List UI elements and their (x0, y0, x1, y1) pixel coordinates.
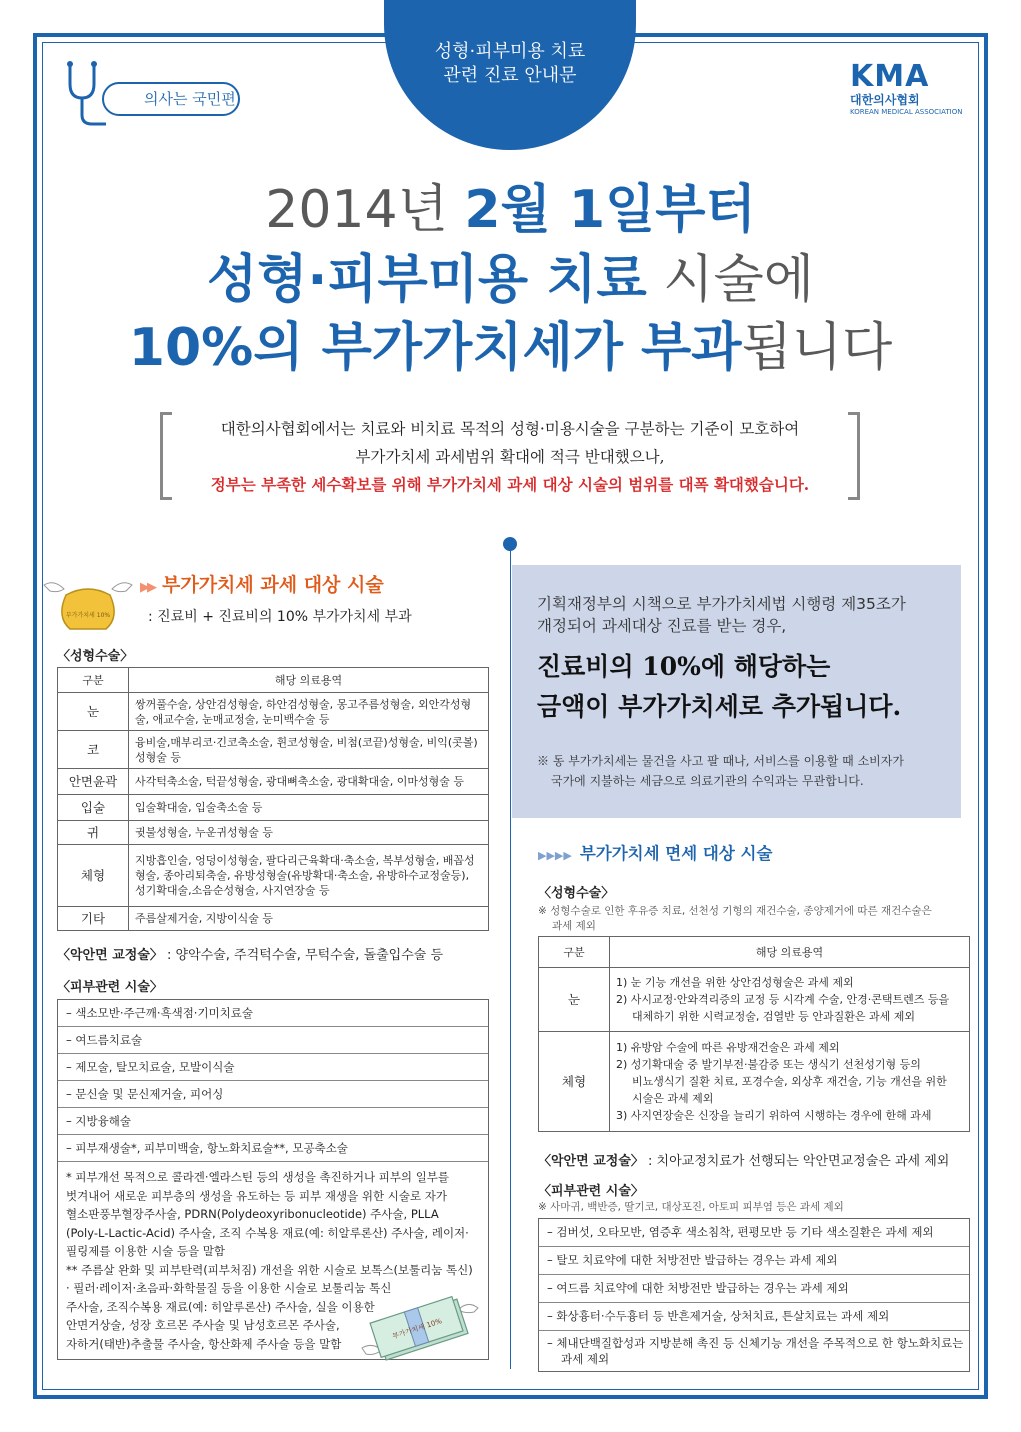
list-item: – 문신술 및 문신제거술, 피어싱 (58, 1081, 488, 1108)
doctor-logo (62, 60, 242, 130)
row-category: 체형 (539, 1032, 610, 1132)
row-category: 눈 (539, 968, 610, 1032)
exempt-malocclusion-label: 〈악안면 교정술〉 (538, 1154, 644, 1169)
money-bag-label: 부가가치세 10% (65, 612, 111, 619)
desc-line: 1) 유방암 수술에 따른 유방재건술은 과세 제외 (616, 1041, 840, 1054)
info-intro-line-2: 개정되어 과세대상 진료를 받는 경우, (537, 617, 787, 635)
desc-line: 2) 성기확대술 중 발기부전·불감증 또는 생식기 선천성기형 등의 (616, 1058, 921, 1071)
footnote-line: 혈소판풍부혈장주사술, PDRN(Polydeoxyribonucleotide) 주사술, PLLA (66, 1207, 439, 1221)
headline-line-1 (40, 180, 981, 240)
list-item: – 색소모반·주근깨·흑색점·기미치료술 (58, 1000, 488, 1027)
list-item-line-1: – 체내단백질합성과 지방분해 촉진 등 신체기능 개선을 주목적으로 한 항노화치료는 (547, 1336, 964, 1350)
kma-logo (836, 59, 966, 122)
footnote-line: 안면거상술, 성장 호르몬 주사술 및 남성호르몬 주사술, (66, 1318, 340, 1332)
footnote-line: * 피부개선 목적으로 콜라겐·엘라스틴 등의 생성을 촉진하거나 피부의 일부를 (66, 1170, 450, 1184)
footnote-line: 자하거(태반)추출물 주사술, 항산화제 주사술 등을 말함 (66, 1336, 342, 1351)
table-row (58, 769, 489, 795)
headline-procedure: 시술에 (646, 250, 814, 310)
footnote-line: 필링제를 이용한 시술 등을 말함 (66, 1244, 226, 1258)
row-desc (610, 968, 970, 1032)
info-note-line-1: ※ 동 부가가치세는 물건을 사고 팔 때나, 서비스를 이용할 때 소비자가 (537, 754, 904, 768)
table-row (58, 845, 489, 907)
table-header-row (58, 668, 489, 693)
left-bracket (160, 412, 172, 500)
info-intro-line-1: 기획재정부의 시책으로 부가가치세법 시행령 제35조가 (537, 595, 906, 613)
table-row (58, 821, 489, 845)
row-desc: 사각턱축소술, 턱끝성형술, 광대뼈축소술, 광대확대술, 이마성형술 등 (129, 769, 489, 795)
list-item: – 지방융해술 (58, 1108, 488, 1135)
list-item: – 검버섯, 오타모반, 염증후 색소침착, 편평모반 등 기타 색소질환은 과세 제외 (539, 1219, 969, 1247)
kma-statement (160, 412, 860, 502)
table-row (539, 968, 970, 1032)
desc-line: 비뇨생식기 질환 치료, 포경수술, 외상후 재건술, 기능 개선을 위한 (632, 1075, 947, 1088)
desc-line: 1) 눈 기능 개선을 위한 상안검성형술은 과세 제외 (616, 976, 854, 989)
taxable-section-title (140, 570, 384, 597)
row-desc: 귓불성형술, 누운귀성형술 등 (129, 821, 489, 845)
headline-line-2 (40, 250, 981, 310)
taxable-title-text: 부가가치세 과세 대상 시술 (162, 574, 384, 596)
divider-dot (503, 537, 517, 551)
row-desc: 융비술,매부리코·긴코축소술, 휜코성형술, 비첨(코끝)성형술, 비익(콧볼)성형술 등 (129, 731, 489, 769)
exempt-plastic-note (538, 904, 932, 934)
table-row (58, 907, 489, 931)
desc-line: 시술은 과세 제외 (632, 1092, 714, 1105)
row-category: 안면윤곽 (58, 769, 129, 795)
exempt-title-text: 부가가치세 면세 대상 시술 (579, 844, 773, 863)
list-item: – 여드름 치료약에 대한 처방전만 발급하는 경우는 과세 제외 (539, 1275, 969, 1303)
table-header-row (539, 937, 970, 968)
kma-name-en: KOREAN MEDICAL ASSOCIATION (850, 108, 963, 116)
exempt-plastic-note-line-2: 과세 제외 (552, 920, 596, 932)
info-note-line-2: 국가에 지불하는 세금으로 의료기관의 수익과는 무관합니다. (551, 774, 864, 788)
skin-label: 〈피부관련 시술〉 (57, 980, 163, 995)
statement-line-2: 부가가치세 과세범위 확대에 적극 반대했으나, (355, 448, 665, 466)
money-label: 부가가치세 10% (391, 1317, 443, 1341)
badge-line-1: 성형·피부미용 치료 (434, 41, 586, 62)
triangle-arrows-icon: ▶▶ (140, 580, 154, 595)
table-row (539, 1032, 970, 1132)
money-bag-icon (40, 573, 136, 633)
exempt-skin-label: 〈피부관련 시술〉 (538, 1184, 644, 1199)
taxable-subtitle: : 진료비 + 진료비의 10% 부가가치세 부과 (148, 609, 412, 625)
statement-line-3: 정부는 부족한 세수확보를 위해 부가가치세 과세 대상 시술의 범위를 대폭 확대했습니다. (210, 475, 810, 494)
table-row (58, 731, 489, 769)
row-desc: 입술확대술, 입술축소술 등 (129, 795, 489, 821)
kma-abbr: KMA (850, 59, 930, 94)
exempt-plastic-label: 〈성형수술〉 (538, 886, 615, 901)
exempt-skin-list (538, 1218, 970, 1372)
kma-name-ko: 대한의사협회 (850, 93, 920, 107)
row-desc (610, 1032, 970, 1132)
headline-line-3 (40, 318, 981, 378)
vat-info-box (512, 565, 961, 818)
exempt-plastic-table (538, 936, 970, 1132)
row-category: 코 (58, 731, 129, 769)
exempt-plastic-note-line-1: ※ 성형수술로 인한 후유증 치료, 선천성 기형의 재건수술, 종양제거에 따른 재건수술은 (538, 905, 932, 917)
row-category: 입술 (58, 795, 129, 821)
list-item: – 여드름치료술 (58, 1027, 488, 1054)
table-header-service: 해당 의료용역 (129, 668, 489, 693)
row-desc: 지방흡인술, 엉덩이성형술, 팔다리근육확대·축소술, 복부성형술, 배꼽성형술, 종아리퇴축술, 유방성형술(유방확대·축소술, 유방하수교정술등), 성기확대술,소음순성형술, 사지연장술 등 (129, 845, 489, 907)
exempt-skin-note: ※ 사마귀, 백반증, 딸기코, 대상포진, 아토피 피부염 등은 과세 제외 (538, 1201, 844, 1213)
info-intro (537, 593, 906, 637)
footnote-line: 주사술, 조직수복용 재료(예: 히알루론산) 주사술, 실을 이용한 (66, 1299, 375, 1314)
badge-line-2: 관련 진료 안내문 (443, 65, 577, 86)
row-category: 눈 (58, 693, 129, 731)
headline-date: 2월 1일부터 (464, 180, 756, 240)
table-row (58, 693, 489, 731)
headline-year: 2014년 (265, 180, 465, 240)
list-item (539, 1331, 969, 1371)
info-note (537, 751, 904, 791)
table-header-service: 해당 의료용역 (610, 937, 970, 968)
list-item: – 피부재생술*, 피부미백술, 항노화치료술**, 모공축소술 (58, 1135, 488, 1162)
info-emphasis-line-2: 금액이 부가가치세로 추가됩니다. (537, 692, 902, 721)
desc-line: 3) 사지연장술은 신장을 늘리기 위하여 시행하는 경우에 한해 과세 (616, 1109, 932, 1122)
table-header-category: 구분 (58, 668, 129, 693)
list-item: – 제모술, 탈모치료술, 모발이식술 (58, 1054, 488, 1081)
exempt-malocclusion-text: : 치아교정치료가 선행되는 악안면교정술은 과세 제외 (643, 1154, 950, 1169)
malocclusion-label-row (57, 944, 443, 963)
list-item-line-2: 과세 제외 (561, 1352, 610, 1366)
headline-vat: 10%의 부가가치세가 부과 (128, 318, 742, 378)
row-desc: 쌍꺼풀수술, 상안검성형술, 하안검성형술, 몽고주름성형술, 외안각성형술, 애교수술, 눈매교정술, 눈미백수술 등 (129, 693, 489, 731)
malocclusion-label: 〈악안면 교정술〉 (57, 948, 163, 963)
desc-line: 2) 사시교정·안와격리증의 교정 등 시각계 수술, 안경·콘택트렌즈 등을 (616, 993, 950, 1006)
info-emphasis-line-1: 진료비의 10%에 해당하는 (537, 652, 831, 681)
list-item: – 화상흉터·수두흉터 등 반흔제거술, 상처치료, 튼살치료는 과세 제외 (539, 1303, 969, 1331)
info-emphasis (537, 647, 901, 727)
footnote-line: · 필러·레이저·초음파·화학물질 등을 이용한 시술로 보툴리눔 톡신 (66, 1281, 392, 1295)
row-category: 귀 (58, 821, 129, 845)
column-divider (510, 544, 511, 1369)
doctor-logo-text: 의사는 국민편 (102, 82, 240, 116)
footnote-line: (Poly-L-Lactic-Acid) 주사술, 조직 수복용 재료(예: 히알루론산) 주사술, 레이저· (66, 1225, 469, 1240)
statement-line-1: 대한의사협회에서는 치료와 비치료 목적의 성형·미용시술을 구분하는 기준이 모호하여 (220, 420, 800, 438)
row-category: 기타 (58, 907, 129, 931)
desc-line: 대체하기 위한 시력교정술, 검열반 등 안과질환은 과세 제외 (632, 1010, 915, 1023)
table-row (58, 795, 489, 821)
exempt-malocclusion-row (538, 1150, 949, 1169)
footnote-line: ** 주름살 완화 및 피부탄력(피부처짐) 개선을 위한 시술로 보톡스(보툴리눔 톡신) (66, 1262, 473, 1277)
table-header-category: 구분 (539, 937, 610, 968)
headline-treatment: 성형·피부미용 치료 (207, 250, 647, 310)
taxable-plastic-table (57, 667, 489, 931)
row-desc: 주름살제거술, 지방이식술 등 (129, 907, 489, 931)
plastic-surgery-label: 〈성형수술〉 (57, 649, 134, 664)
list-item: – 탈모 치료약에 대한 처방전만 발급하는 경우는 과세 제외 (539, 1247, 969, 1275)
footnote-line: 벗겨내어 새로운 피부층의 생성을 유도하는 등 피부 재생을 위한 시술로 자가 (66, 1188, 447, 1203)
right-bracket (848, 412, 860, 500)
flying-money-icon (360, 1286, 480, 1366)
headline-end: 됩니다 (741, 318, 893, 378)
malocclusion-text: : 양악수술, 주걱턱수술, 무턱수술, 돌출입수술 등 (162, 948, 444, 963)
triangle-arrows-icon: ▶▶▶▶ (538, 849, 572, 862)
row-category: 체형 (58, 845, 129, 907)
exempt-section-title (538, 840, 772, 864)
